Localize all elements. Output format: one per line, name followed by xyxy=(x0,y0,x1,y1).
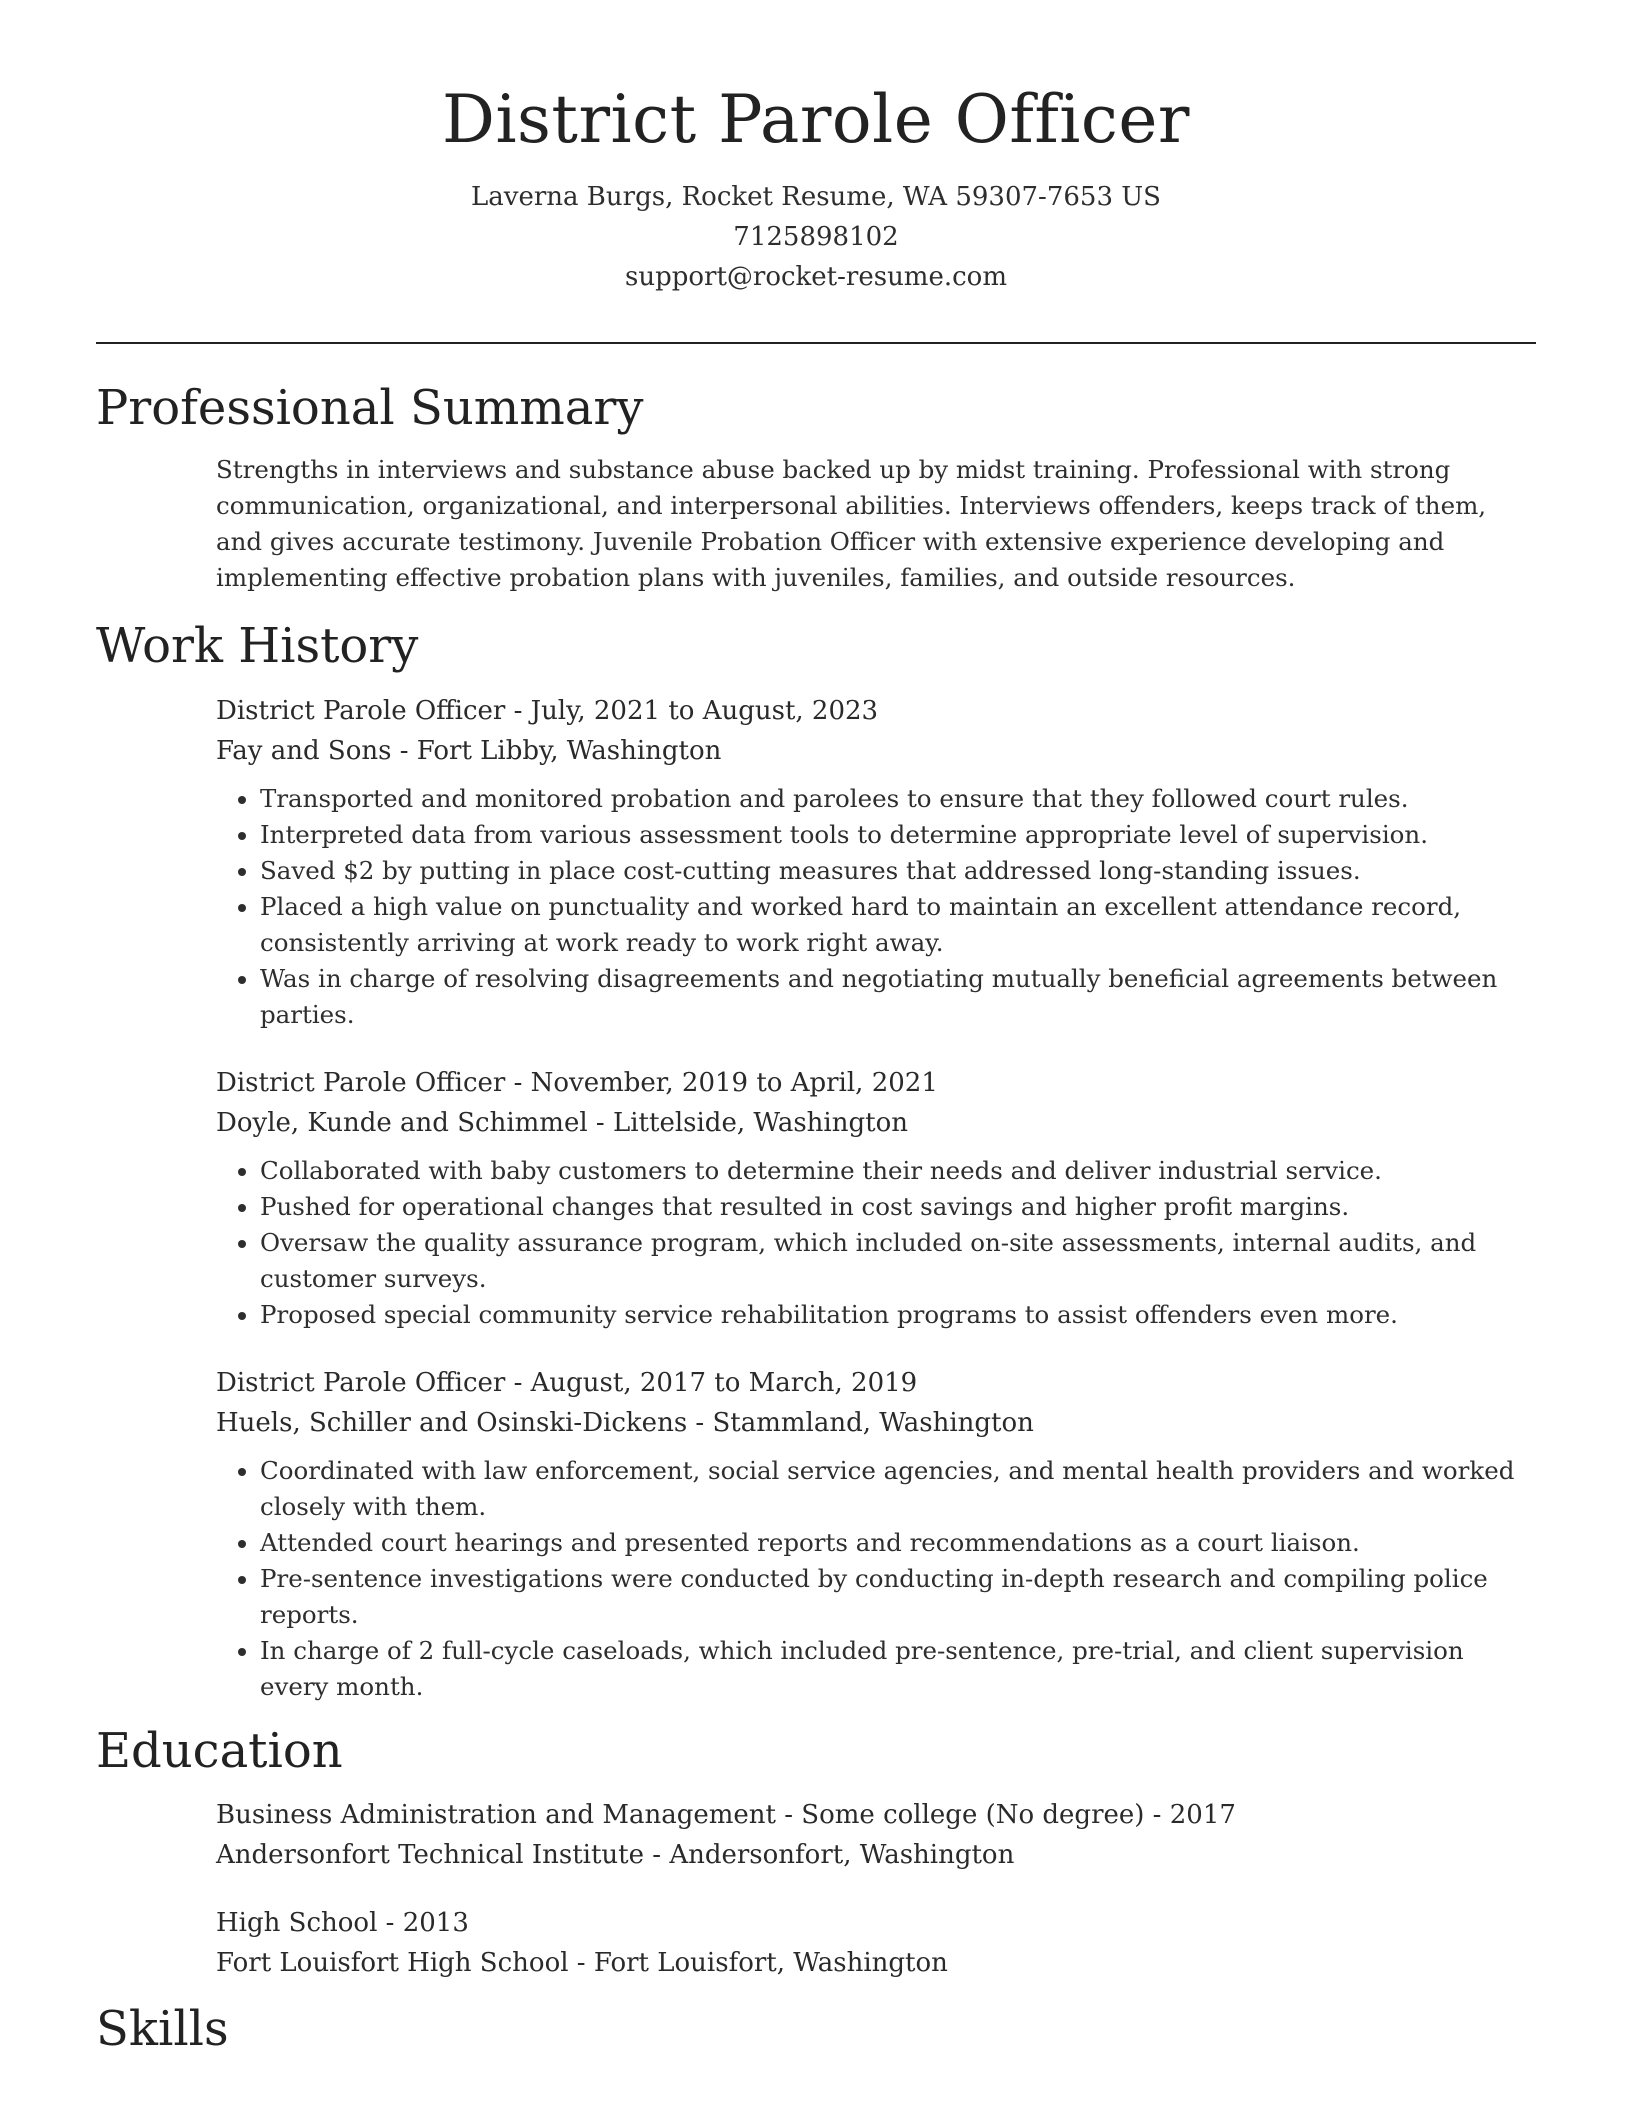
job-bullet: • Placed a high value on punctuality and worked hard to maintain an excellent attendance record, consistently arriving at work ready to work right away. xyxy=(260,889,1536,961)
education-entry xyxy=(216,1795,1536,1875)
work-history-title: Work History xyxy=(96,617,419,674)
job-bullet: • Pre-sentence investigations were conducted by conducting in-depth research and compiling police reports. xyxy=(260,1561,1536,1633)
job-bullet: • Pushed for operational changes that resulted in cost savings and higher profit margins. xyxy=(260,1189,1536,1225)
education-entry xyxy=(216,1903,1536,1983)
job-employer: Doyle, Kunde and Schimmel - Littelside, Washington xyxy=(216,1108,908,1139)
education-degree: Business Administration and Management - Some college (No degree) - 2017 xyxy=(216,1799,1236,1830)
contact-phone: 7125898102 xyxy=(733,222,899,253)
job-bullet: • Was in charge of resolving disagreements and negotiating mutually beneficial agreements between parties. xyxy=(260,961,1536,1033)
summary-title: Professional Summary xyxy=(96,380,644,436)
job-bullet: • Oversaw the quality assurance program, which included on-site assessments, internal audits, and customer surveys. xyxy=(260,1225,1536,1297)
resume-header xyxy=(0,0,1632,297)
skills-title: Skills xyxy=(96,2000,229,2057)
job-heading: District Parole Officer - August, 2017 to March, 2019 xyxy=(216,1368,918,1399)
job-entry xyxy=(216,691,1536,1033)
contact-address: Laverna Burgs, Rocket Resume, WA 59307-7653 US xyxy=(471,182,1161,213)
job-bullet: • Interpreted data from various assessment tools to determine appropriate level of supervision. xyxy=(260,817,1536,853)
education-degree: High School - 2013 xyxy=(216,1907,469,1938)
resume-name: District Parole Officer xyxy=(442,81,1190,158)
job-bullets xyxy=(216,1153,1536,1333)
job-heading: District Parole Officer - July, 2021 to August, 2023 xyxy=(216,696,879,727)
job-bullet: • Collaborated with baby customers to determine their needs and deliver industrial service. xyxy=(260,1153,1536,1189)
job-employer: Fay and Sons - Fort Libby, Washington xyxy=(216,736,722,767)
work-history-section xyxy=(96,618,1536,1706)
job-bullet: • Attended court hearings and presented reports and recommendations as a court liaison. xyxy=(260,1525,1536,1561)
contact-email: support@rocket-resume.com xyxy=(624,262,1007,293)
summary-text: Strengths in interviews and substance abuse backed up by midst training. Professional with strong communication, organizational, and interpersonal abilities. Interviews offenders, keeps track of them, and gives accurate testimony. Juvenile Probation Officer with extensive experience developing and implementing effective probation plans with juveniles, families, and outside resources. xyxy=(216,454,1487,592)
job-bullet: • Saved $2 by putting in place cost-cutting measures that addressed long-standing issues. xyxy=(260,853,1536,889)
job-entry xyxy=(216,1063,1536,1333)
education-school: Fort Louisfort High School - Fort Louisfort, Washington xyxy=(216,1947,948,1978)
job-entry xyxy=(216,1363,1536,1705)
job-bullet: • In charge of 2 full-cycle caseloads, which included pre-sentence, pre-trial, and client supervision every month. xyxy=(260,1633,1536,1705)
job-bullets xyxy=(216,1453,1536,1705)
job-heading: District Parole Officer - November, 2019 to April, 2021 xyxy=(216,1068,938,1099)
education-section xyxy=(96,1723,1536,1983)
resume-content xyxy=(96,380,1536,2058)
job-bullet: • Coordinated with law enforcement, social service agencies, and mental health providers and worked closely with them. xyxy=(260,1453,1536,1525)
summary-section xyxy=(96,380,1536,596)
header-divider xyxy=(96,342,1536,344)
education-school: Andersonfort Technical Institute - Andersonfort, Washington xyxy=(216,1839,1015,1870)
job-bullets xyxy=(216,781,1536,1033)
education-title: Education xyxy=(96,1723,343,1780)
job-employer: Huels, Schiller and Osinski-Dickens - Stammland, Washington xyxy=(216,1408,1034,1439)
contact-block xyxy=(0,177,1632,297)
job-bullet: • Proposed special community service rehabilitation programs to assist offenders even more. xyxy=(260,1297,1536,1333)
skills-section xyxy=(96,2001,1536,2059)
job-bullet: • Transported and monitored probation and parolees to ensure that they followed court rules. xyxy=(260,781,1536,817)
